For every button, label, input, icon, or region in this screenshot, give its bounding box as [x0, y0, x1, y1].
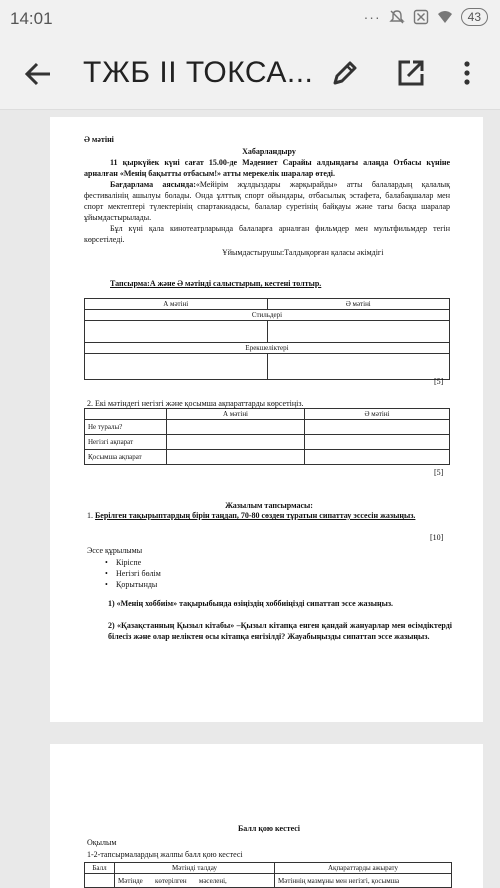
scoring-cell	[85, 874, 115, 888]
notice-paragraph-1: 11 қыркүйек күні сағат 15.00-де Мәдениет Сарайы алдындағы алаңда Отбасы күніне арналған «Менің бақытты отбасым!» атты мерекелік шаралар өтеді.	[84, 158, 450, 178]
scoring-text: көтерілген	[155, 876, 187, 885]
table2-cell	[305, 435, 450, 450]
table2-cell	[167, 450, 305, 465]
essay-part: • Қорытынды	[100, 579, 161, 590]
scoring-head-score: Балл	[85, 863, 115, 874]
document-page-2	[50, 744, 483, 888]
writing-task	[87, 510, 447, 521]
score-1: [5]	[434, 377, 444, 386]
more-vert-icon[interactable]	[460, 58, 474, 88]
scoring-text: Мәтінде	[118, 876, 143, 885]
table1-row-styles: Стильдері	[85, 310, 450, 321]
scoring-section: Оқылым	[87, 838, 117, 847]
notice-paragraph-3: Бұл күні қала кинотеатрларында балаларға арналған фильмдер мен мультфильмдер тегін көрсетіледі.	[84, 224, 450, 244]
essay-part: • Негізгі бөлім	[100, 568, 161, 579]
notice-paragraph-2	[84, 179, 450, 223]
table1-col-b: Ә мәтіні	[267, 299, 450, 310]
table2-cell	[305, 420, 450, 435]
table1-cell	[267, 321, 450, 343]
score-2: [5]	[434, 468, 444, 477]
scoring-cell-info: Мәтіннің мазмұны мен негізгі, қосымша	[275, 874, 452, 888]
edit-pencil-icon[interactable]	[330, 58, 360, 88]
scoring-cell-analysis	[115, 874, 275, 888]
scoring-head-info: Ақпараттарды ажырату	[275, 863, 452, 874]
wifi-icon	[437, 9, 453, 25]
table2-row-label: Негізгі ақпарат	[85, 435, 167, 450]
task1-title: Тапсырма:А және Ә мәтінді салыстырып, кестені толтыр.	[110, 279, 322, 288]
organizer-line: Ұйымдастырушы:Талдықорған қаласы әкімдігі	[222, 248, 384, 257]
table2-col-b: Ә мәтіні	[305, 409, 450, 420]
status-time: 14:01	[10, 9, 53, 28]
writing-task-text: Берілген тақырыптардың бірін таңдап, 70-80 сөзден тұратын сипаттау эссесін жазыңыз.	[95, 511, 416, 520]
table1-col-a: А мәтіні	[85, 299, 268, 310]
table2-cell	[167, 420, 305, 435]
battery-indicator: 43	[461, 8, 488, 26]
essay-parts-list	[100, 557, 161, 590]
status-icons	[364, 8, 488, 26]
open-external-icon[interactable]	[396, 58, 426, 88]
program-text: «Мейірім жұлдыздары жарқырайды» атты балалардың қалалық фестивалінің ашылуы болады. Онда ұлттық спорт ойындары, отбасылық эстафета, балабақшалар мен спорт мектептері түлектерінің спартакиадасы, балалар суретінің байқауы және тағы басқа шаралар ұйымдастырылады.	[84, 180, 450, 222]
status-bar	[0, 0, 500, 38]
score-3: [10]	[430, 533, 444, 542]
table1-cell	[85, 321, 268, 343]
table2-row-label: Не туралы?	[85, 420, 167, 435]
scoring-title: Балл қою кестесі	[237, 824, 301, 833]
notice-title: Хабарландыру	[242, 147, 296, 156]
essay-topic-1: 1) «Менің хоббиім» тақырыбында өзіңіздің хоббиіңізді сипаттап эссе жазыңыз.	[108, 599, 394, 608]
document-page	[50, 117, 483, 722]
sim-off-icon	[413, 9, 429, 25]
scoring-subtitle: 1-2-тапсырмалардың жалпы балл қою кестесі	[87, 850, 243, 859]
table2-cell	[305, 450, 450, 465]
back-arrow-icon[interactable]	[22, 58, 54, 90]
scoring-text: мәселені,	[198, 876, 227, 885]
table2-corner	[85, 409, 167, 420]
essay-structure-label: Эссе құрылымы	[87, 546, 143, 555]
table1-row-features: Ерекшеліктері	[85, 343, 450, 354]
mute-icon	[389, 9, 405, 25]
document-title: ТЖБ II ТОКСА...	[83, 56, 314, 89]
table1-cell	[85, 354, 268, 380]
more-dots-icon: ···	[363, 9, 381, 25]
table2-cell	[167, 435, 305, 450]
scoring-head-analysis: Мәтінді талдау	[115, 863, 275, 874]
essay-part: • Кіріспе	[100, 557, 161, 568]
information-table	[84, 408, 450, 465]
essay-topic-2: 2) «Қазақстанның Қызыл кітабы» –Қызыл кітапқа енген қандай жануарлар мен өсімдіктерді білесіз және олар неліктен осы кітапқа енгізілді? Жауабыңызды сипаттап эссе жазыңыз.	[108, 621, 452, 641]
writing-task-number: 1.	[87, 511, 93, 520]
section-label: Ә мәтіні	[84, 135, 114, 144]
program-lead: Бағдарлама аясында:	[110, 180, 196, 189]
table2-row-label: Қосымша ақпарат	[85, 450, 167, 465]
task2-title: 2. Екі мәтіндегі негізгі және қосымша ақпараттарды көрсетіңіз.	[87, 399, 304, 408]
scoring-table	[84, 862, 452, 888]
comparison-table	[84, 298, 450, 380]
table2-col-a: А мәтіні	[167, 409, 305, 420]
table1-cell	[267, 354, 450, 380]
writing-title: Жазылым тапсырмасы:	[225, 501, 313, 510]
app-bar	[0, 38, 500, 110]
